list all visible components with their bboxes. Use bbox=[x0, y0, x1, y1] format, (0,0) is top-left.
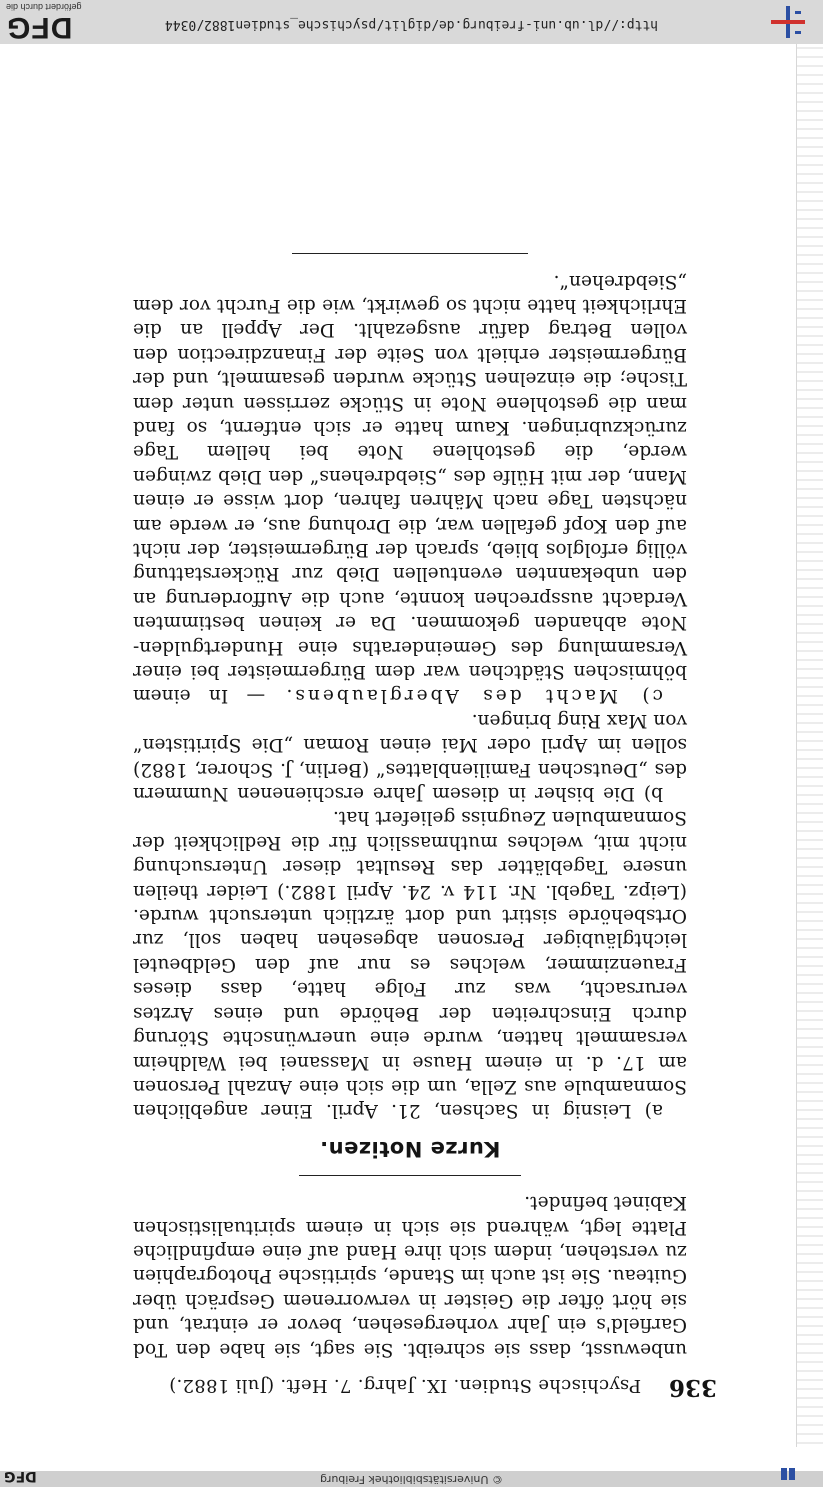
note-c-body: — In einem böhmischen Städtchen war dem Bürgermeister bei einer Versammlung des Gemeinderaths eine Hundertgulden-Note abhanden gekommen. Da er keinen bestimmten Verdacht aussprechen konnte, auch die Aufforderung an den unbekannten eventuellen Dieb zur Rückerstattung völlig erfolglos blieb, sprach der Bürgermeister, der nicht auf den Kopf gefallen war, die Drohung aus, er werde am nächsten Tage nach Mähren fahren, dort wisse er einen Mann, der mit Hülfe des „Siebdrehens“ den Dieb zwingen werde, die gestohlene Note bei hellem Tage zurückzubringen. Kaum hatte er sich entfernt, so fand man die gestohlene Note in Stücke zerrissen unter dem Tische; die einzelnen Stücke wurden gesammelt, und der Bürgermeister erhielt von Seite der Finanzdirection den vollen Betrag dafür ausgezahlt. Der Appell an die Ehrlichkeit hatte nicht so gewirkt, wie die Furcht vor dem „Siebdrehen“. bbox=[133, 270, 687, 707]
copyright-text: © Universitätsbibliothek Freiburg bbox=[320, 1473, 503, 1486]
viewer-header-bar bbox=[0, 0, 823, 44]
dfg-logo bbox=[6, 2, 82, 42]
note-c-heading: c) Macht des Aberglaubens. bbox=[283, 685, 663, 707]
running-title: Psychische Studien. IX. Jahrg. 7. Heft. (Juli 1882.) bbox=[168, 1375, 642, 1396]
page-content bbox=[133, 239, 717, 1401]
note-b: b) Die bisher in diesem Jahre erschienenen Nummern des „Deutschen Familienblattes“ (Berlin, J. Schorer, 1882) sollen im April oder Mai einen Roman „Die Spiritisten“ von Max Ring bringen. bbox=[133, 709, 687, 805]
divider-end bbox=[292, 253, 528, 254]
divider bbox=[299, 1175, 521, 1176]
note-a: a) Leisnig in Sachsen, 21. April. Einer angeblichen Somnambule aus Zella, um die sich eine Anzahl Personen am 17. d. in einem Hause in Massanei bei Waldheim versammelt hatten, wurde eine unerwünschte Störung durch Einschreiten der Behörde und eines Arztes verursacht, was zur Folge hatte, dass dieses Frauenzimmer, welches es nur auf den Geldbeutel leichtgläubiger Personen abgesehen haben soll, zur Ortsbehörde sistirt und dort ärztlich untersucht wurde. (Leipz. Tagebl. Nr. 114 v. 24. April 1882.) Leider theilen unsere Tageblätter das Resultat dieser Untersuchung nicht mit, welches muthmasslich für die Redlichkeit der Somnambulen Zeugniss geliefert hat. bbox=[133, 807, 687, 1122]
dfg-logo-caption: gefördert durch die bbox=[6, 2, 82, 12]
ub-freiburg-logo-icon bbox=[771, 6, 805, 38]
scan-edge bbox=[796, 27, 823, 1447]
source-url[interactable]: http://dl.ub.uni-freiburg.de/diglit/psychische_studien1882/0344 bbox=[164, 17, 659, 32]
dfg-logo-fragment-icon: DFG bbox=[4, 1468, 37, 1484]
footer-bar bbox=[0, 1468, 823, 1487]
paragraph-continuation: unbewusst, dass sie schreibt. Sie sagt, sie habe den Tod Garfield's ein Jahr vorhergesehen, bevor er eintrat, und sie hört öfter die Geister in verworrenem Gespräch über Guiteau. Sie ist auch im Stande, spiritische Photographien zu verstehen, indem sich ihre Hand auf eine empfindliche Platte legt, während sie sich in einem spiritualistischen Kabinet befindet. bbox=[133, 1192, 687, 1360]
dfg-logo-text: DFG bbox=[6, 11, 73, 44]
page-number: 336 bbox=[668, 1374, 717, 1401]
note-c bbox=[133, 268, 687, 707]
running-header bbox=[133, 1373, 717, 1401]
section-title: Kurze Notizen. bbox=[319, 1136, 501, 1161]
